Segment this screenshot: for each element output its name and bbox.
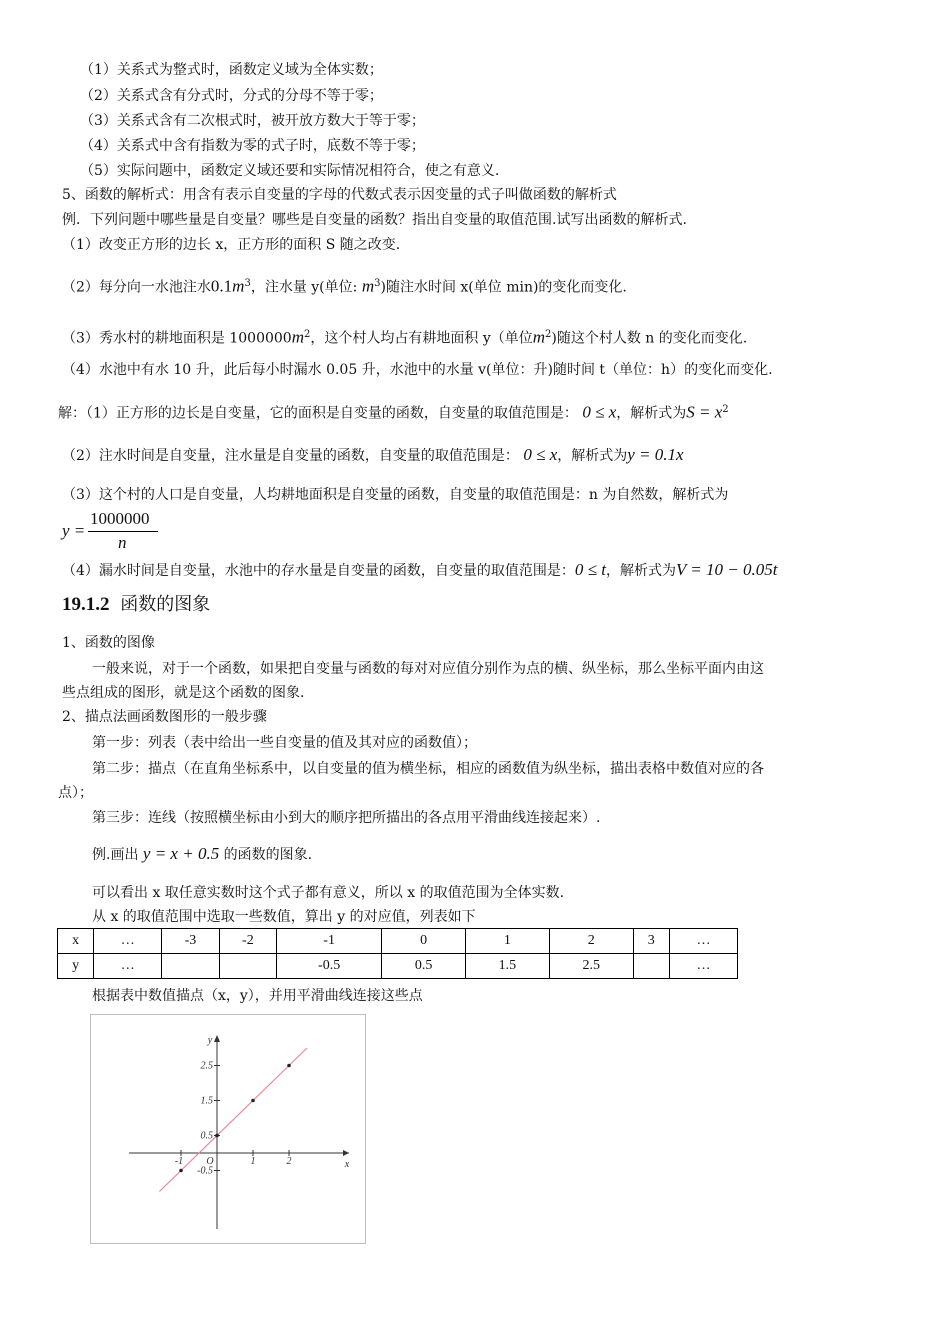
table-cell: y [58, 954, 94, 979]
definition-analytic: 5、函数的解析式：用含有表示自变量的字母的代数式表示因变量的式子叫做函数的解析式 [62, 187, 617, 203]
ex2-text-a: 例.画出 [92, 847, 139, 863]
question-3: （3）秀水村的耕地面积是 $1000000m^2$，这个村人均占有耕地面积 y（单位$m^2$)随这个村人数 n 的变化而变化. [62, 327, 748, 347]
x-tick-label: 2 [286, 1156, 292, 1167]
function-graph [90, 1014, 366, 1244]
s4-formula: V = 10 − 0.05t [675, 560, 778, 579]
fraction-bar [88, 531, 158, 532]
section-number: 19.1.2 [62, 594, 110, 615]
table-cell: … [94, 929, 162, 954]
table-row-y [58, 954, 738, 979]
s4-text-a: （4）漏水时间是自变量，水池中的存水量是自变量的函数，自变量的取值范围是： [62, 563, 575, 579]
rule-3: （3）关系式含有二次根式时，被开放方数大于等于零； [80, 113, 425, 129]
graph-definition-line-2: 些点组成的图形，就是这个函数的图象. [62, 685, 305, 701]
y-axis-label: y [207, 1035, 213, 1046]
q2-text-a: （2）每分向一水池注水 [62, 279, 211, 296]
q2-unit-2: m [361, 276, 375, 296]
y-tick-label: 2.5 [200, 1060, 213, 1072]
example-2 [92, 845, 312, 864]
s3-numerator: 1000000 [90, 509, 150, 528]
table-cell: x [58, 929, 94, 954]
s1-text-b: ，解析式为 [616, 405, 687, 422]
s1-range: 0 ≤ x [582, 402, 617, 422]
y-tick-label: 1.5 [200, 1095, 213, 1107]
table-cell: … [94, 954, 162, 979]
s2-range: 0 ≤ x [523, 445, 558, 464]
question-4: （4）水池中有水 10 升，此后每小时漏水 0.05 升，水池中的水量 v(单位：升)随时间 t（单位：h）的变化而变化. [62, 362, 773, 378]
q3-text-c: )随这个村人数 n 的变化而变化. [551, 330, 748, 347]
s2-text-a: （2）注水时间是自变量，注水量是自变量的函数，自变量的取值范围是： [62, 448, 519, 464]
ex2-formula: y = x + 0.5 [142, 844, 220, 863]
s3-lhs: y = [62, 521, 86, 540]
x-axis-arrow [343, 1150, 349, 1156]
solution-3: （3）这个村的人口是自变量，人均耕地面积是自变量的函数，自变量的取值范围是：n 为自然数，解析式为 [62, 487, 729, 503]
step-3: 第三步：连线（按照横坐标由小到大的顺序把所描出的各点用平滑曲线连接起来）. [92, 810, 601, 826]
x-tick-label: -1 [174, 1156, 184, 1167]
data-point [179, 1169, 183, 1173]
table-cell [219, 954, 276, 979]
graph-subtitle: 1、函数的图像 [62, 635, 155, 651]
table-cell: -2 [219, 929, 276, 954]
table-cell: 1.5 [465, 954, 549, 979]
s2-text-b: ，解析式为 [557, 448, 628, 464]
solution-4 [62, 561, 777, 580]
section-title: 函数的图象 [120, 594, 211, 615]
solution-2 [62, 446, 684, 465]
table-cell: 2 [549, 929, 633, 954]
x-tick-label: 1 [250, 1156, 256, 1167]
step-2-line-2: 点）； [58, 785, 93, 801]
question-1: （1）改变正方形的边长 x，正方形的面积 S 随之改变. [62, 237, 401, 253]
s4-text-b: ，解析式为 [605, 563, 676, 579]
q2-unit-exp: 3 [244, 278, 251, 289]
s3-fraction [62, 509, 162, 555]
graph-svg [91, 1015, 365, 1243]
table-intro: 从 x 的取值范围中选取一些数值，算出 y 的对应值，列表如下 [92, 909, 476, 925]
q2-text-c: )随注水时间 x(单位 min)的变化而变化. [380, 279, 627, 296]
q2-unit: m [232, 276, 245, 296]
table-cell: 0.5 [382, 954, 466, 979]
table-cell: … [669, 929, 737, 954]
table-cell: 3 [633, 929, 669, 954]
origin-label: O [206, 1156, 214, 1167]
section-heading [62, 590, 210, 616]
q3-text-b: ，这个村人均占有耕地面积 y（单位 [310, 330, 533, 347]
table-cell [633, 954, 669, 979]
ex2-text-b: 的函数的图象. [223, 847, 313, 863]
step-2-line-1: 第二步：描点（在直角坐标系中，以自变量的值为横坐标，相应的函数值为纵坐标，描出表格中数值对应的各 [92, 761, 764, 777]
s4-range: 0 ≤ t [574, 560, 606, 579]
s1-text-a: 解：（1）正方形的边长是自变量，它的面积是自变量的函数，自变量的取值范围是： [58, 405, 578, 422]
table-cell: … [669, 954, 737, 979]
table-cell: -3 [162, 929, 219, 954]
table-cell: -1 [277, 929, 382, 954]
graph-definition-line-1: 一般来说，对于一个函数，如果把自变量与函数的每对对应值分别作为点的横、纵坐标，那么坐标平面内由这 [92, 661, 764, 677]
value-table [57, 928, 738, 979]
data-point [287, 1064, 291, 1068]
table-cell: 0 [382, 929, 466, 954]
example-intro: 例．下列问题中哪些量是自变量？哪些是自变量的函数？指出自变量的取值范围.试写出函数的解析式. [62, 212, 687, 228]
rule-5: （5）实际问题中，函数定义域还要和实际情况相符合，使之有意义. [80, 163, 500, 179]
data-point [215, 1134, 219, 1138]
plot-instruction: 根据表中数值描点（x，y），并用平滑曲线连接这些点 [92, 988, 423, 1004]
question-2 [62, 275, 627, 297]
table-cell: 1 [465, 929, 549, 954]
s3-denominator: n [118, 533, 127, 552]
table-cell: 2.5 [549, 954, 633, 979]
y-tick-label: -0.5 [197, 1165, 213, 1177]
q2-unit-2-exp: 3 [374, 278, 381, 289]
q3-text-a: （3）秀水村的耕地面积是 1000000 [62, 330, 292, 347]
y-tick-label: 0.5 [200, 1130, 213, 1142]
s1-formula: S = x [686, 402, 723, 422]
table-row-x [58, 929, 738, 954]
domain-note: 可以看出 x 取任意实数时这个式子都有意义，所以 x 的取值范围为全体实数. [92, 885, 565, 901]
rule-1: （1）关系式为整式时，函数定义域为全体实数； [80, 62, 383, 78]
table-cell: -0.5 [277, 954, 382, 979]
solution-1: 解：（1）正方形的边长是自变量，它的面积是自变量的函数，自变量的取值范围是： 0 ≤ x，解析式为$S = x^2$ [58, 402, 729, 422]
s2-formula: y = 0.1x [627, 445, 684, 464]
step-1: 第一步：列表（表中给出一些自变量的值及其对应的函数值）； [92, 735, 477, 751]
q2-text-b: ，注水量 y(单位: [250, 279, 362, 296]
steps-subtitle: 2、描点法画函数图形的一般步骤 [62, 709, 267, 725]
rule-4: （4）关系式中含有指数为零的式子时，底数不等于零； [80, 138, 425, 154]
q2-rate: 0.1 [210, 276, 233, 296]
rule-2: （2）关系式含有分式时，分式的分母不等于零； [80, 88, 383, 104]
data-point [251, 1099, 255, 1103]
table-cell [162, 954, 219, 979]
x-axis-label: x [344, 1159, 350, 1170]
y-axis-arrow [214, 1035, 220, 1042]
